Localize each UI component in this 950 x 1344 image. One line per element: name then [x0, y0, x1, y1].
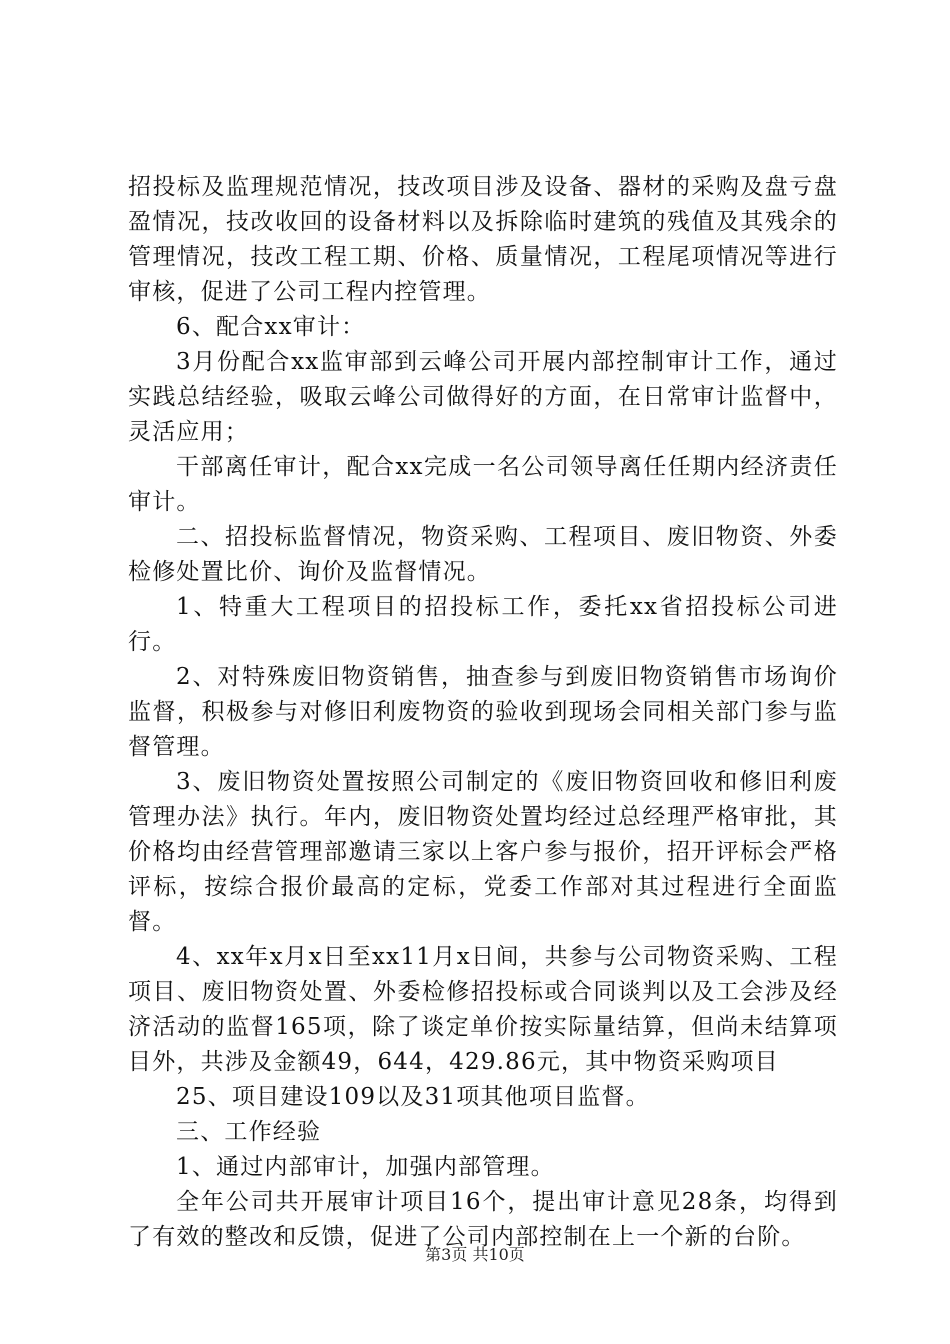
paragraph-supervision-statistics: 4、xx年x月x日至xx11月x日间，共参与公司物资采购、工程项目、废旧物资处置、外委检修招投标或合同谈判以及工会涉及经济活动的监督165项，除了谈定单价按实际量结算，但尚未结算项目外，共涉及金额49，644，429.86元，其中物资采购项目 — [128, 944, 838, 1075]
document-body — [128, 170, 838, 1255]
paragraph-engineering-review: 招投标及监理规范情况，技改项目涉及设备、器材的采购及盘亏盘盈情况，技改收回的设备材料以及拆除临时建筑的残值及其残余的管理情况，技改工程工期、价格、质量情况，工程尾项情况等进行审核，促进了公司工程内控管理。 — [128, 174, 838, 305]
paragraph-annual-audit-summary: 全年公司共开展审计项目16个，提出审计意见28条，均得到了有效的整改和反馈，促进了公司内部控制在上一个新的台阶。 — [128, 1189, 838, 1250]
paragraph-departure-audit: 干部离任审计，配合xx完成一名公司领导离任任期内经济责任审计。 — [128, 454, 838, 515]
paragraph-major-projects: 1、特重大工程项目的招投标工作，委托xx省招投标公司进行。 — [128, 594, 838, 655]
paragraph-heading-work-experience: 三、工作经验 — [176, 1119, 322, 1145]
paragraph-heading-cooperate-audit: 6、配合xx审计： — [176, 314, 366, 340]
paragraph-heading-bidding-supervision: 二、招投标监督情况，物资采购、工程项目、废旧物资、外委检修处置比价、询价及监督情况。 — [128, 524, 838, 585]
paragraph-scrap-sales: 2、对特殊废旧物资销售，抽查参与到废旧物资销售市场询价监督，积极参与对修旧利废物资的验收到现场会同相关部门参与监督管理。 — [128, 664, 838, 760]
paragraph-project-counts: 25、项目建设109以及31项其他项目监督。 — [176, 1084, 650, 1110]
page-number-footer: 第3页 共10页 — [425, 1245, 525, 1264]
paragraph-internal-control-audit: 3月份配合xx监审部到云峰公司开展内部控制审计工作，通过实践总结经验，吸取云峰公司做得好的方面，在日常审计监督中，灵活应用； — [128, 349, 838, 445]
paragraph-internal-audit-management: 1、通过内部审计，加强内部管理。 — [176, 1154, 555, 1180]
paragraph-scrap-disposal: 3、废旧物资处置按照公司制定的《废旧物资回收和修旧利废管理办法》执行。年内，废旧物资处置均经过总经理严格审批，其价格均由经营管理部邀请三家以上客户参与报价，招开评标会严格评标，按综合报价最高的定标，党委工作部对其过程进行全面监督。 — [128, 769, 838, 935]
